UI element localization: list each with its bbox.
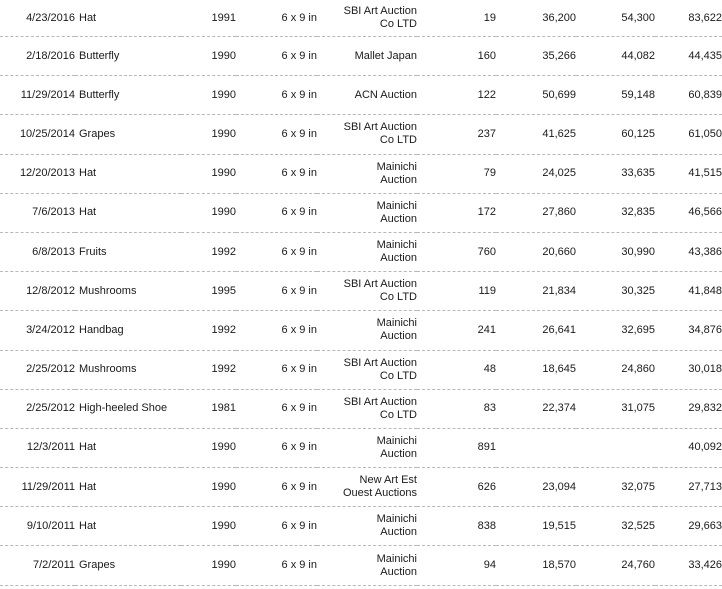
auction-house-line: Auction	[380, 330, 417, 343]
auction-house-line: SBI Art Auction	[343, 356, 417, 369]
artwork-size-cell: 6 x 9 in	[236, 389, 317, 428]
auction-house-line: SBI Art Auction	[343, 121, 417, 134]
auction-house-line: Mainichi	[376, 239, 417, 252]
estimate-high-cell: 24,860	[576, 350, 655, 389]
estimate-low-cell: 50,699	[496, 76, 576, 115]
auction-house-line: SBI Art Auction	[343, 278, 417, 291]
lot-number-cell: 119	[417, 272, 496, 311]
sale-date-cell: 12/8/2012	[0, 272, 75, 311]
sale-date-cell: 6/8/2013	[0, 232, 75, 271]
lot-number-cell: 94	[417, 546, 496, 585]
artwork-size-cell: 6 x 9 in	[236, 76, 317, 115]
artwork-year-cell: 1990	[181, 37, 236, 76]
estimate-high-cell: 33,635	[576, 154, 655, 193]
estimate-low-cell: 24,025	[496, 154, 576, 193]
lot-number-cell: 79	[417, 154, 496, 193]
auction-house-line: Co LTD	[379, 291, 417, 304]
auction-house-cell	[317, 115, 417, 154]
auction-house-line: SBI Art Auction	[343, 395, 417, 408]
artwork-size-cell: 6 x 9 in	[236, 468, 317, 507]
sold-price-cell: 34,876	[655, 311, 722, 350]
lot-number-cell: 122	[417, 76, 496, 115]
artwork-year-cell: 1990	[181, 546, 236, 585]
lot-number-cell: 48	[417, 350, 496, 389]
auction-house-line: Mainichi	[376, 199, 417, 212]
auction-house-line: Ouest Auctions	[343, 487, 417, 500]
artwork-year-cell: 1992	[181, 350, 236, 389]
lot-number-cell: 160	[417, 37, 496, 76]
artwork-title-cell: Hat	[75, 468, 181, 507]
table-row	[0, 76, 722, 115]
table-row	[0, 232, 722, 271]
sold-price-cell: 43,386	[655, 232, 722, 271]
artwork-title-cell: Mushrooms	[75, 272, 181, 311]
artwork-title-cell: Grapes	[75, 115, 181, 154]
estimate-high-cell: 24,760	[576, 546, 655, 585]
auction-house-line: Auction	[380, 447, 417, 460]
artwork-size-cell: 6 x 9 in	[236, 507, 317, 546]
sold-price-cell: 83,622	[655, 0, 722, 37]
auction-house-line: Auction	[380, 173, 417, 186]
table-row	[0, 193, 722, 232]
table-row	[0, 115, 722, 154]
sale-date-cell: 9/10/2011	[0, 507, 75, 546]
sale-date-cell: 12/3/2011	[0, 428, 75, 467]
estimate-low-cell	[496, 428, 576, 467]
sale-date-cell: 2/25/2012	[0, 350, 75, 389]
estimate-high-cell: 30,325	[576, 272, 655, 311]
sold-price-cell: 41,848	[655, 272, 722, 311]
table-row	[0, 154, 722, 193]
sold-price-cell: 61,050	[655, 115, 722, 154]
sold-price-cell: 29,663	[655, 507, 722, 546]
estimate-low-cell: 23,094	[496, 468, 576, 507]
lot-number-cell: 760	[417, 232, 496, 271]
artwork-size-cell: 6 x 9 in	[236, 193, 317, 232]
artwork-year-cell: 1990	[181, 468, 236, 507]
auction-house-cell	[317, 468, 417, 507]
auction-house-line: Auction	[380, 526, 417, 539]
estimate-high-cell: 32,525	[576, 507, 655, 546]
auction-house-cell	[317, 389, 417, 428]
sale-date-cell: 12/20/2013	[0, 154, 75, 193]
artwork-title-cell: Grapes	[75, 546, 181, 585]
sold-price-cell: 40,092	[655, 428, 722, 467]
table-row	[0, 0, 722, 37]
auction-house-line: Co LTD	[379, 134, 417, 147]
sold-price-cell: 60,839	[655, 76, 722, 115]
sale-date-cell: 2/18/2016	[0, 37, 75, 76]
sold-price-cell: 33,426	[655, 546, 722, 585]
artwork-size-cell: 6 x 9 in	[236, 272, 317, 311]
estimate-low-cell: 20,660	[496, 232, 576, 271]
artwork-title-cell: Hat	[75, 0, 181, 37]
estimate-high-cell: 32,075	[576, 468, 655, 507]
artwork-size-cell: 6 x 9 in	[236, 115, 317, 154]
auction-house-cell	[317, 546, 417, 585]
auction-house-cell	[317, 232, 417, 271]
artwork-size-cell: 6 x 9 in	[236, 546, 317, 585]
lot-number-cell: 626	[417, 468, 496, 507]
auction-house-cell	[317, 37, 417, 76]
auction-house-line: Mainichi	[376, 552, 417, 565]
lot-number-cell: 83	[417, 389, 496, 428]
auction-house-cell	[317, 311, 417, 350]
artwork-size-cell: 6 x 9 in	[236, 350, 317, 389]
sold-price-cell: 41,515	[655, 154, 722, 193]
estimate-low-cell: 35,266	[496, 37, 576, 76]
auction-house-line: Mainichi	[376, 513, 417, 526]
lot-number-cell: 241	[417, 311, 496, 350]
auction-house-cell	[317, 507, 417, 546]
table-row	[0, 507, 722, 546]
artwork-size-cell: 6 x 9 in	[236, 428, 317, 467]
auction-house-line: Auction	[380, 565, 417, 578]
auction-house-cell	[317, 76, 417, 115]
auction-house-line: Auction	[380, 212, 417, 225]
table-row	[0, 428, 722, 467]
auction-house-line: Co LTD	[379, 18, 417, 30]
artwork-title-cell: Handbag	[75, 311, 181, 350]
estimate-high-cell: 32,695	[576, 311, 655, 350]
estimate-low-cell: 27,860	[496, 193, 576, 232]
auction-house-cell	[317, 272, 417, 311]
table-row	[0, 389, 722, 428]
artwork-year-cell: 1992	[181, 232, 236, 271]
artwork-title-cell: Fruits	[75, 232, 181, 271]
artwork-size-cell: 6 x 9 in	[236, 311, 317, 350]
estimate-low-cell: 18,645	[496, 350, 576, 389]
sale-date-cell: 2/25/2012	[0, 389, 75, 428]
auction-house-line: Auction	[380, 252, 417, 265]
sale-date-cell: 4/23/2016	[0, 0, 75, 37]
artwork-size-cell: 6 x 9 in	[236, 154, 317, 193]
artwork-year-cell: 1990	[181, 76, 236, 115]
artwork-title-cell: Mushrooms	[75, 350, 181, 389]
artwork-year-cell: 1992	[181, 311, 236, 350]
sale-date-cell: 10/25/2014	[0, 115, 75, 154]
artwork-title-cell: Hat	[75, 154, 181, 193]
estimate-high-cell: 54,300	[576, 0, 655, 37]
artwork-size-cell: 6 x 9 in	[236, 37, 317, 76]
estimate-high-cell: 32,835	[576, 193, 655, 232]
artwork-year-cell: 1990	[181, 193, 236, 232]
auction-house-line: Mainichi	[376, 317, 417, 330]
sold-price-cell: 29,832	[655, 389, 722, 428]
estimate-low-cell: 22,374	[496, 389, 576, 428]
lot-number-cell: 237	[417, 115, 496, 154]
artwork-size-cell: 6 x 9 in	[236, 232, 317, 271]
sale-date-cell: 11/29/2014	[0, 76, 75, 115]
artwork-size-cell: 6 x 9 in	[236, 0, 317, 37]
table-row	[0, 546, 722, 585]
auction-house-line: Mallet Japan	[354, 49, 417, 62]
artwork-year-cell: 1990	[181, 507, 236, 546]
auction-house-cell	[317, 350, 417, 389]
sale-date-cell: 3/24/2012	[0, 311, 75, 350]
lot-number-cell: 172	[417, 193, 496, 232]
table-row	[0, 311, 722, 350]
estimate-high-cell: 59,148	[576, 76, 655, 115]
sale-date-cell: 11/29/2011	[0, 468, 75, 507]
auction-house-line: Co LTD	[379, 408, 417, 421]
estimate-low-cell: 21,834	[496, 272, 576, 311]
artwork-year-cell: 1991	[181, 0, 236, 37]
lot-number-cell: 891	[417, 428, 496, 467]
table-row	[0, 37, 722, 76]
artwork-year-cell: 1990	[181, 154, 236, 193]
sold-price-cell: 44,435	[655, 37, 722, 76]
estimate-high-cell	[576, 428, 655, 467]
artwork-year-cell: 1995	[181, 272, 236, 311]
auction-house-line: ACN Auction	[354, 88, 417, 101]
estimate-low-cell: 18,570	[496, 546, 576, 585]
auction-house-line: Mainichi	[376, 160, 417, 173]
table-row	[0, 468, 722, 507]
auction-house-line: SBI Art Auction	[343, 5, 417, 17]
table-row	[0, 350, 722, 389]
artwork-title-cell: Hat	[75, 193, 181, 232]
estimate-high-cell: 44,082	[576, 37, 655, 76]
estimate-high-cell: 30,990	[576, 232, 655, 271]
sale-date-cell: 7/6/2013	[0, 193, 75, 232]
estimate-low-cell: 36,200	[496, 0, 576, 37]
sold-price-cell: 46,566	[655, 193, 722, 232]
auction-house-line: Co LTD	[379, 369, 417, 382]
estimate-low-cell: 26,641	[496, 311, 576, 350]
artwork-title-cell: Hat	[75, 507, 181, 546]
estimate-low-cell: 41,625	[496, 115, 576, 154]
estimate-high-cell: 60,125	[576, 115, 655, 154]
auction-house-line: Mainichi	[376, 434, 417, 447]
estimate-high-cell: 31,075	[576, 389, 655, 428]
table-row	[0, 272, 722, 311]
artwork-title-cell: High-heeled Shoe	[75, 389, 181, 428]
artwork-title-cell: Hat	[75, 428, 181, 467]
auction-house-cell	[317, 154, 417, 193]
auction-house-cell	[317, 193, 417, 232]
auction-house-cell	[317, 0, 417, 37]
estimate-low-cell: 19,515	[496, 507, 576, 546]
lot-number-cell: 19	[417, 0, 496, 37]
auction-house-line: New Art Est	[359, 474, 417, 487]
sale-date-cell: 7/2/2011	[0, 546, 75, 585]
lot-number-cell: 838	[417, 507, 496, 546]
artwork-year-cell: 1990	[181, 428, 236, 467]
artwork-title-cell: Butterfly	[75, 76, 181, 115]
artwork-title-cell: Butterfly	[75, 37, 181, 76]
sold-price-cell: 30,018	[655, 350, 722, 389]
sold-price-cell: 27,713	[655, 468, 722, 507]
auction-house-cell	[317, 428, 417, 467]
artwork-year-cell: 1981	[181, 389, 236, 428]
artwork-year-cell: 1990	[181, 115, 236, 154]
